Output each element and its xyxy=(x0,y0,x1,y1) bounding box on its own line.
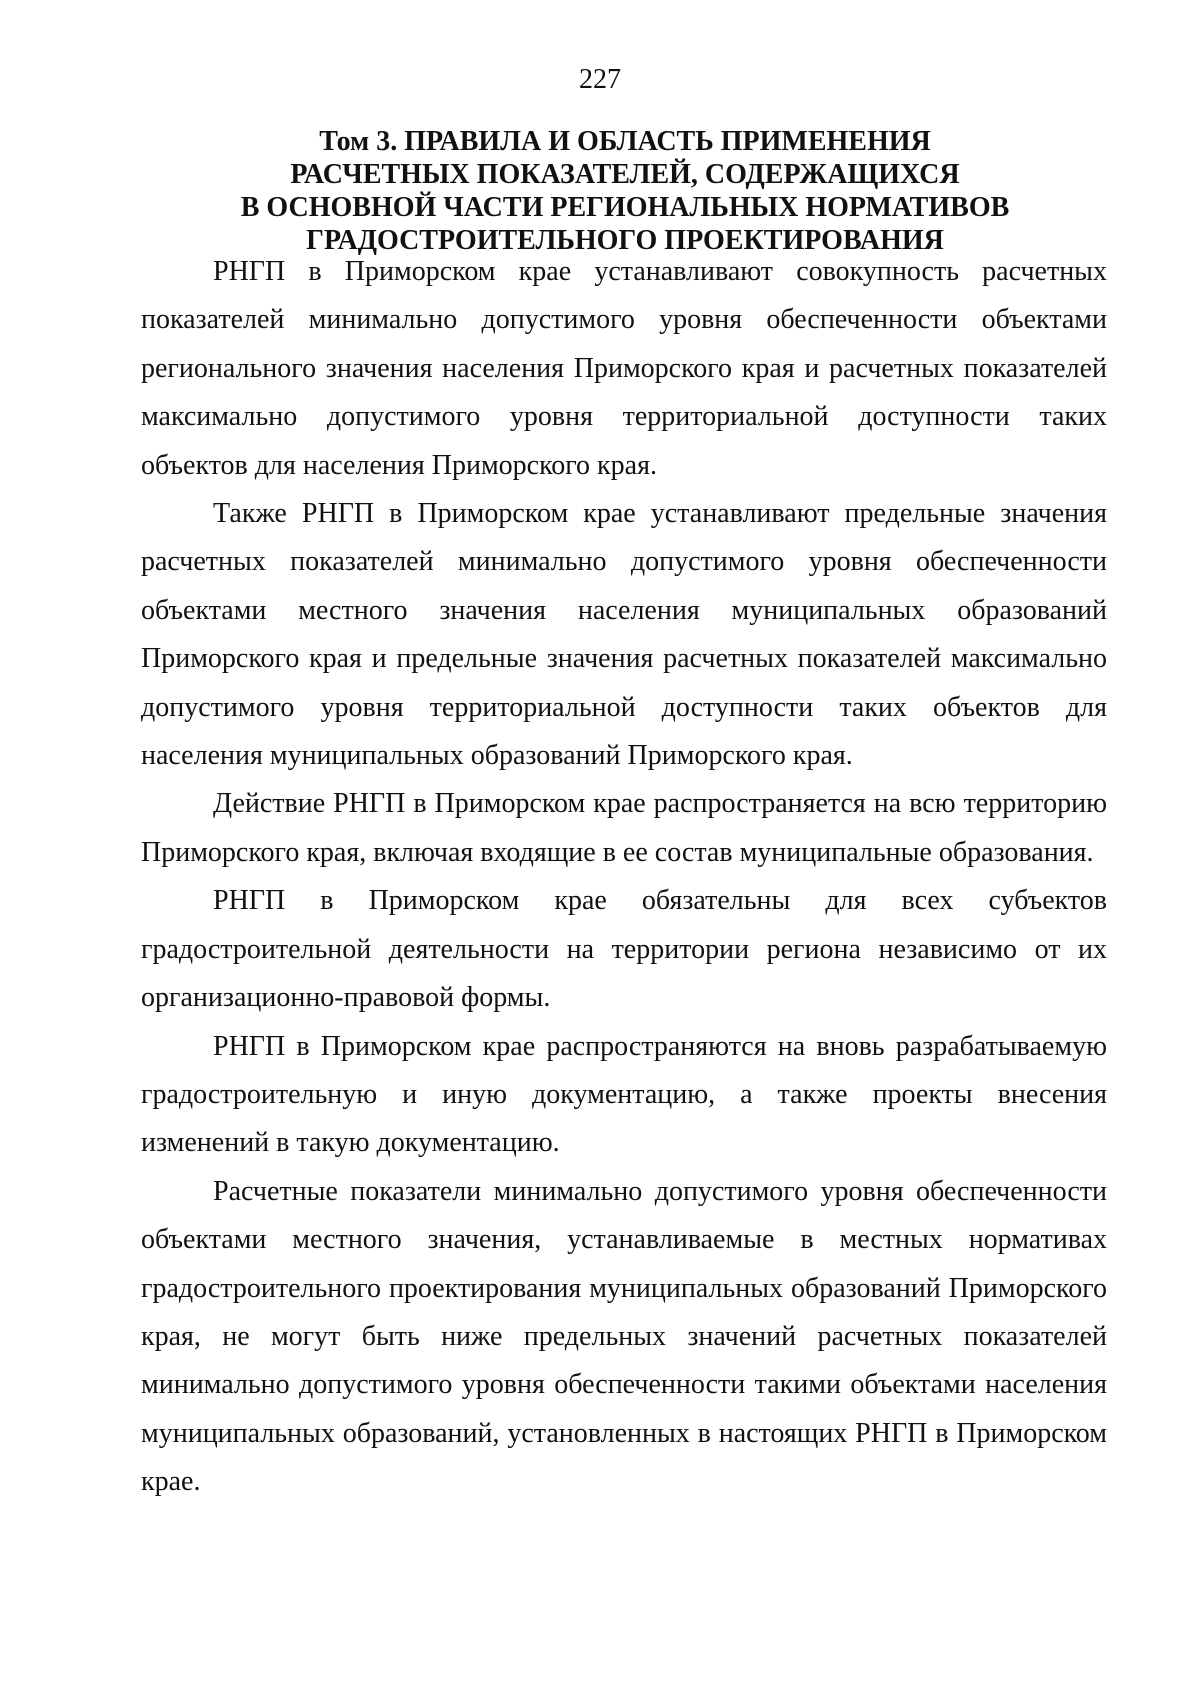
paragraph: РНГП в Приморском крае распространяются на вновь разрабатываемую градостроительную и иную документацию, а также проекты внесения изменений в такую документацию. xyxy=(141,1030,1107,1159)
paragraph: РНГП в Приморском крае устанавливают совокупность расчетных показателей минимально допустимого уровня обеспеченности объектами регионального значения населения Приморского края и расчетных показателей максимально допустимого уровня территориальной доступности таких объектов для населения Приморского края. xyxy=(141,256,1107,481)
heading-line: Том 3. ПРАВИЛА И ОБЛАСТЬ ПРИМЕНЕНИЯ xyxy=(319,126,931,157)
body-text xyxy=(141,248,1107,1507)
heading-line: РАСЧЕТНЫХ ПОКАЗАТЕЛЕЙ, СОДЕРЖАЩИХСЯ xyxy=(290,159,960,190)
paragraph: Действие РНГП в Приморском крае распространяется на всю территорию Приморского края, включая входящие в ее состав муниципальные образования. xyxy=(141,788,1107,868)
paragraph: Расчетные показатели минимально допустимого уровня обеспеченности объектами местного значения, устанавливаемые в местных нормативах градостроительного проектирования муниципальных образований Приморского края, не могут быть ниже предельных значений расчетных показателей минимально допустимого уровня обеспеченности такими объектами населения муниципальных образований, установленных в настоящих РНГП в Приморском крае. xyxy=(141,1175,1107,1498)
heading-line: В ОСНОВНОЙ ЧАСТИ РЕГИОНАЛЬНЫХ НОРМАТИВОВ xyxy=(240,192,1010,223)
heading-line: ГРАДОСТРОИТЕЛЬНОГО ПРОЕКТИРОВАНИЯ xyxy=(306,225,944,256)
section-heading xyxy=(200,125,1050,257)
paragraph: РНГП в Приморском крае обязательны для всех субъектов градостроительной деятельности на территории региона независимо от их организационно-правовой формы. xyxy=(141,885,1107,1014)
paragraph: Также РНГП в Приморском крае устанавливают предельные значения расчетных показателей минимально допустимого уровня обеспеченности объектами местного значения населения муниципальных образований Приморского края и предельные значения расчетных показателей максимально допустимого уровня территориальной доступности таких объектов для населения муниципальных образований Приморского края. xyxy=(141,498,1107,772)
page-number: 227 xyxy=(579,64,621,95)
